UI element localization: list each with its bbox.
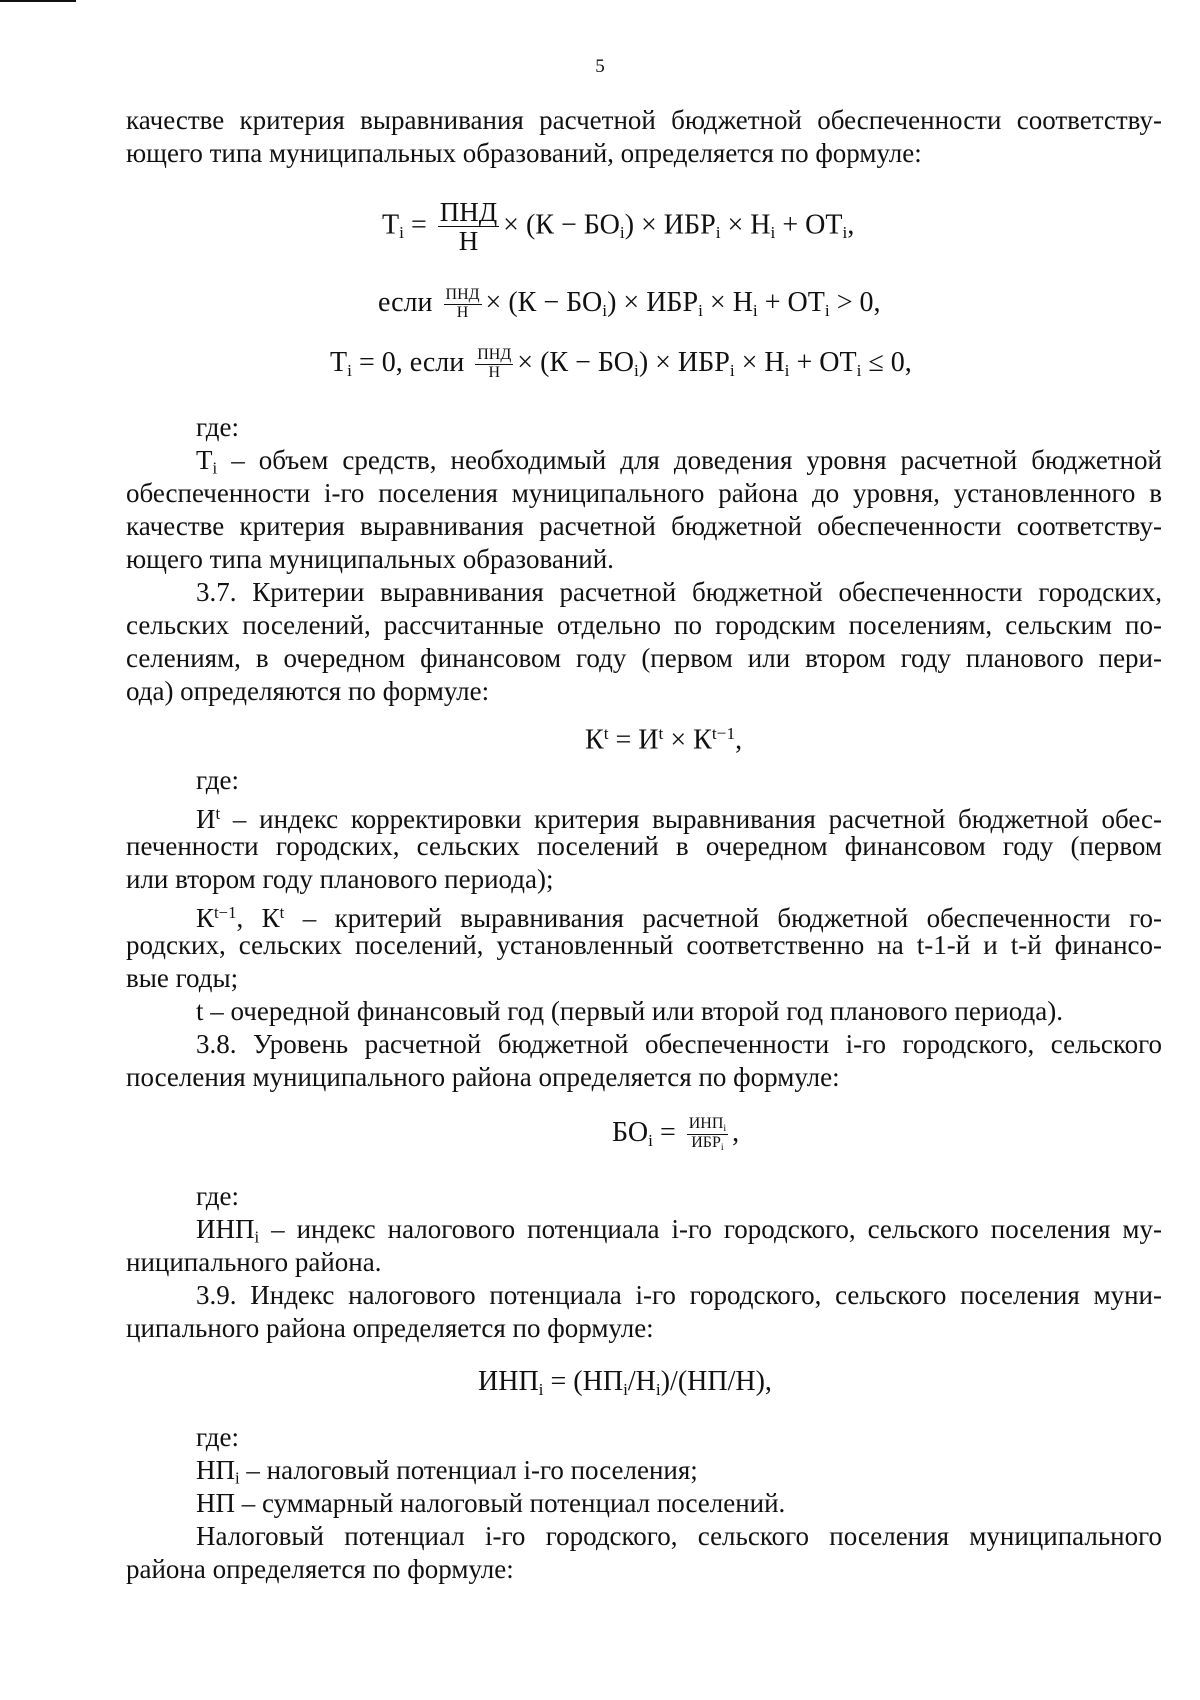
- text-line: ющего типа муниципальных образований.: [126, 544, 614, 574]
- where-label: где:: [196, 1181, 239, 1211]
- text-line: качестве критерия выравнивания расчетной бюджетной обеспеченности соответству-: [126, 511, 1162, 541]
- text-line: селениям, в очередном финансовом году (первом или втором году планового пери-: [126, 643, 1162, 673]
- formula-ti: $T_i$ = $\frac{\text{ПНД}}{Н}$ × $(К - БО_i) \times ИБР_i \times Н_i + ОТ_i$,: [382, 197, 855, 257]
- text-line: вые годы;: [126, 963, 239, 993]
- text-line: $ИНП_i$ – индекс налогового потенциала i-го городского, сельского поселения му-: [196, 1214, 1163, 1247]
- formula-boi: $БО_i$ = $\frac{ИНП_i}{ИБР_i}$ ,: [612, 1114, 740, 1153]
- formula-ti-condition: если $\frac{\text{ПНД}}{Н}$ × $(К - БО_i) \times ИБР_i \times Н_i + ОТ_i > 0$,: [378, 286, 881, 322]
- it-symbol: $И^t$: [196, 804, 221, 835]
- text-line: печенности городских, сельских поселений в очередном финансовом году (первом: [126, 831, 1162, 861]
- text-line: района определяется по формуле:: [126, 1554, 514, 1584]
- kt-symbol: $К^{t-1}$, $К^t$: [196, 903, 285, 934]
- text-line: ниципального района.: [126, 1247, 382, 1277]
- where-label: где:: [196, 765, 239, 795]
- text-line: $К^{t-1}$, $К^t$ – критерий выравнивания расчетной бюджетной обеспеченности го-: [196, 903, 1163, 934]
- text-line: $T_i$ – объем средств, необходимый для доведения уровня расчетной бюджетной: [196, 445, 1163, 478]
- text-line: НП – суммарный налоговый потенциал поселений.: [196, 1488, 786, 1518]
- section-3-9: 3.9. Индекс налогового потенциала i-го городского, сельского поселения муни-: [196, 1280, 1162, 1310]
- ti-symbol: $T_i$: [196, 445, 218, 478]
- section-3-8: 3.8. Уровень расчетной бюджетной обеспеченности i-го городского, сельского: [196, 1029, 1162, 1059]
- inp-symbol: $ИНП_i$: [196, 1214, 260, 1247]
- where-label: где:: [196, 412, 239, 442]
- formula-kt: $К^t = И^t \times К^{t-1}$,: [585, 724, 743, 756]
- text-line: ода) определяются по формуле:: [126, 676, 490, 706]
- text-line: поселения муниципального района определяется по формуле:: [126, 1062, 840, 1092]
- text-line: ципального района определяется по формуле:: [126, 1313, 654, 1343]
- formula-inpi: $ИНП_i = (НП_i/Н_i)/(НП/Н)$,: [478, 1366, 772, 1399]
- text-line: обеспеченности i-го поселения муниципального района до уровня, установленного в: [126, 478, 1162, 508]
- text-line: или втором году планового периода);: [126, 864, 554, 894]
- npi-symbol: $НП_i$: [196, 1455, 240, 1488]
- text-line: ющего типа муниципальных образований, определяется по формуле:: [126, 138, 922, 168]
- text-line: $НП_i$ – налоговый потенциал i-го поселения;: [196, 1455, 698, 1488]
- text-line: родских, сельских поселений, установленный соответственно на t-1-й и t-й финансо-: [126, 930, 1162, 960]
- page-number: 5: [595, 56, 605, 77]
- section-3-7: 3.7. Критерии выравнивания расчетной бюджетной обеспеченности городских,: [196, 577, 1162, 607]
- text-line: сельских поселений, рассчитанные отдельно по городским поселениям, сельским по-: [126, 610, 1162, 640]
- scan-corner-mark: [0, 0, 76, 2]
- text-line: качестве критерия выравнивания расчетной бюджетной обеспеченности соответству-: [126, 105, 1162, 135]
- formula-ti-zero: $T_i = 0$, если $\frac{\text{ПНД}}{Н}$ × $(К - БО_i) \times ИБР_i \times Н_i + ОТ_i \le 0$,: [330, 346, 912, 382]
- text-line: t – очередной финансовый год (первый или второй год планового периода).: [196, 996, 1063, 1026]
- text-line: $И^t$ – индекс корректировки критерия выравнивания расчетной бюджетной обес-: [196, 804, 1162, 835]
- where-label: где:: [196, 1422, 239, 1452]
- text-line: Налоговый потенциал i-го городского, сельского поселения муниципального: [196, 1521, 1162, 1551]
